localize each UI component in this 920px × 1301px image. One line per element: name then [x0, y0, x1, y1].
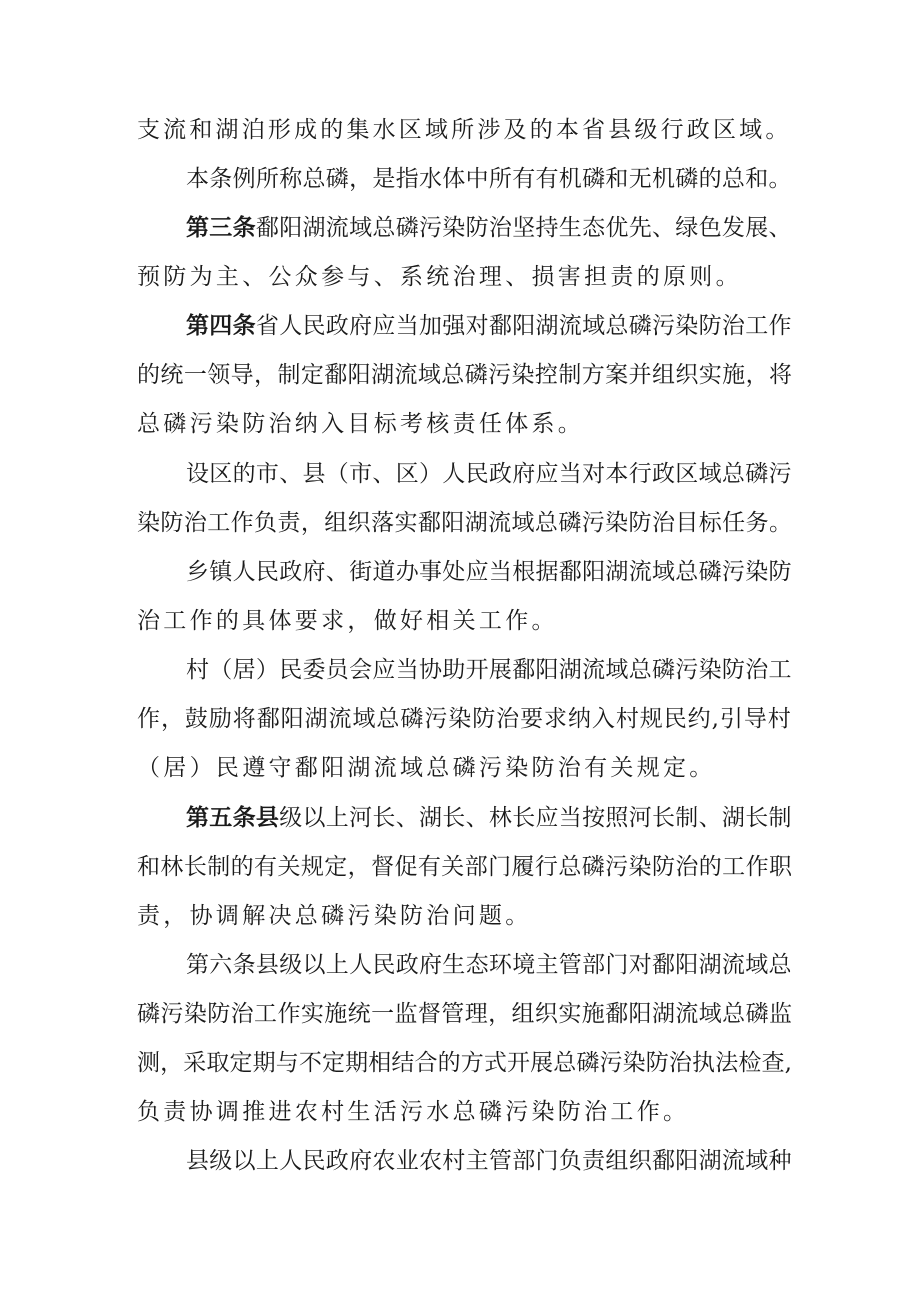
- text-line-15: [186, 800, 792, 836]
- text-line-5: [186, 308, 792, 344]
- text-line-22: [186, 1143, 792, 1179]
- line-text: 和林长制的有关规定，督促有关部门履行总磷污染防治的工作职: [137, 854, 793, 880]
- line-text: 染防治工作负责，组织落实鄱阳湖流域总磷污染防治目标任务。: [137, 510, 793, 536]
- text-line-1: [137, 112, 792, 148]
- article-heading: 第四条: [186, 313, 256, 339]
- line-text: 第六条县级以上人民政府生态环境主管部门对鄱阳湖流域总: [186, 952, 792, 978]
- line-text: 预防为主、公众参与、系统治理、损害担责的原则。: [137, 264, 742, 290]
- text-line-7: [137, 406, 584, 442]
- text-line-4: [137, 259, 742, 295]
- text-line-6: [137, 357, 792, 393]
- line-text: 乡镇人民政府、街道办事处应当根据鄱阳湖流域总磷污染防: [186, 559, 792, 585]
- line-text: （居）民遵守鄱阳湖流域总磷污染防治有关规定。: [137, 755, 716, 781]
- line-text: 村（居）民委员会应当协助开展鄱阳湖流域总磷污染防治工: [186, 657, 792, 683]
- line-text: 省人民政府应当加强对鄱阳湖流域总磷污染防治工作: [255, 313, 792, 339]
- text-line-19: [137, 996, 792, 1032]
- text-line-13: [137, 701, 792, 737]
- line-text: 设区的市、县（市、区）人民政府应当对本行政区域总磷污: [186, 461, 792, 487]
- line-text: 本条例所称总磷，是指水体中所有有机磷和无机磷的总和。: [186, 166, 792, 192]
- line-text: 鄱阳湖流域总磷污染防治坚持生态优先、绿色发展、: [255, 215, 792, 241]
- text-line-9: [137, 505, 792, 541]
- text-line-8: [186, 456, 792, 492]
- line-text: 县级以上人民政府农业农村主管部门负责组织鄱阳湖流域种: [186, 1148, 792, 1174]
- text-line-3: [186, 210, 792, 246]
- line-text: 的统一领导，制定鄱阳湖流域总磷污染控制方案并组织实施，将: [137, 362, 793, 388]
- text-line-14: [137, 750, 716, 786]
- line-text: 责，协调解决总磷污染防治问题。: [137, 903, 532, 929]
- text-line-18: [186, 947, 792, 983]
- line-text: 负责协调推进农村生活污水总磷污染防治工作。: [137, 1099, 690, 1125]
- article-heading: 第五条县: [186, 805, 280, 831]
- line-text: 测，采取定期与不定期相结合的方式开展总磷污染防治执法检查,: [137, 1050, 793, 1076]
- text-line-12: [186, 652, 792, 688]
- line-text: 磷污染防治工作实施统一监督管理，组织实施鄱阳湖流域总磷监: [137, 1001, 793, 1027]
- text-line-11: [137, 603, 558, 639]
- text-line-17: [137, 898, 532, 934]
- line-text: 治工作的具体要求，做好相关工作。: [137, 608, 558, 634]
- line-text: 级以上河长、湖长、林长应当按照河长制、湖长制: [279, 805, 792, 831]
- line-text: 总磷污染防治纳入目标考核责任体系。: [137, 411, 585, 437]
- line-text: 支流和湖泊形成的集水区域所涉及的本省县级行政区域。: [137, 117, 792, 143]
- text-line-2: [186, 161, 792, 197]
- line-text: 作，鼓励将鄱阳湖流域总磷污染防治要求纳入村规民约,引导村: [137, 706, 792, 732]
- text-line-20: [137, 1045, 792, 1081]
- article-heading: 第三条: [186, 215, 256, 241]
- text-line-16: [137, 849, 792, 885]
- text-line-21: [137, 1094, 689, 1130]
- text-line-10: [186, 554, 792, 590]
